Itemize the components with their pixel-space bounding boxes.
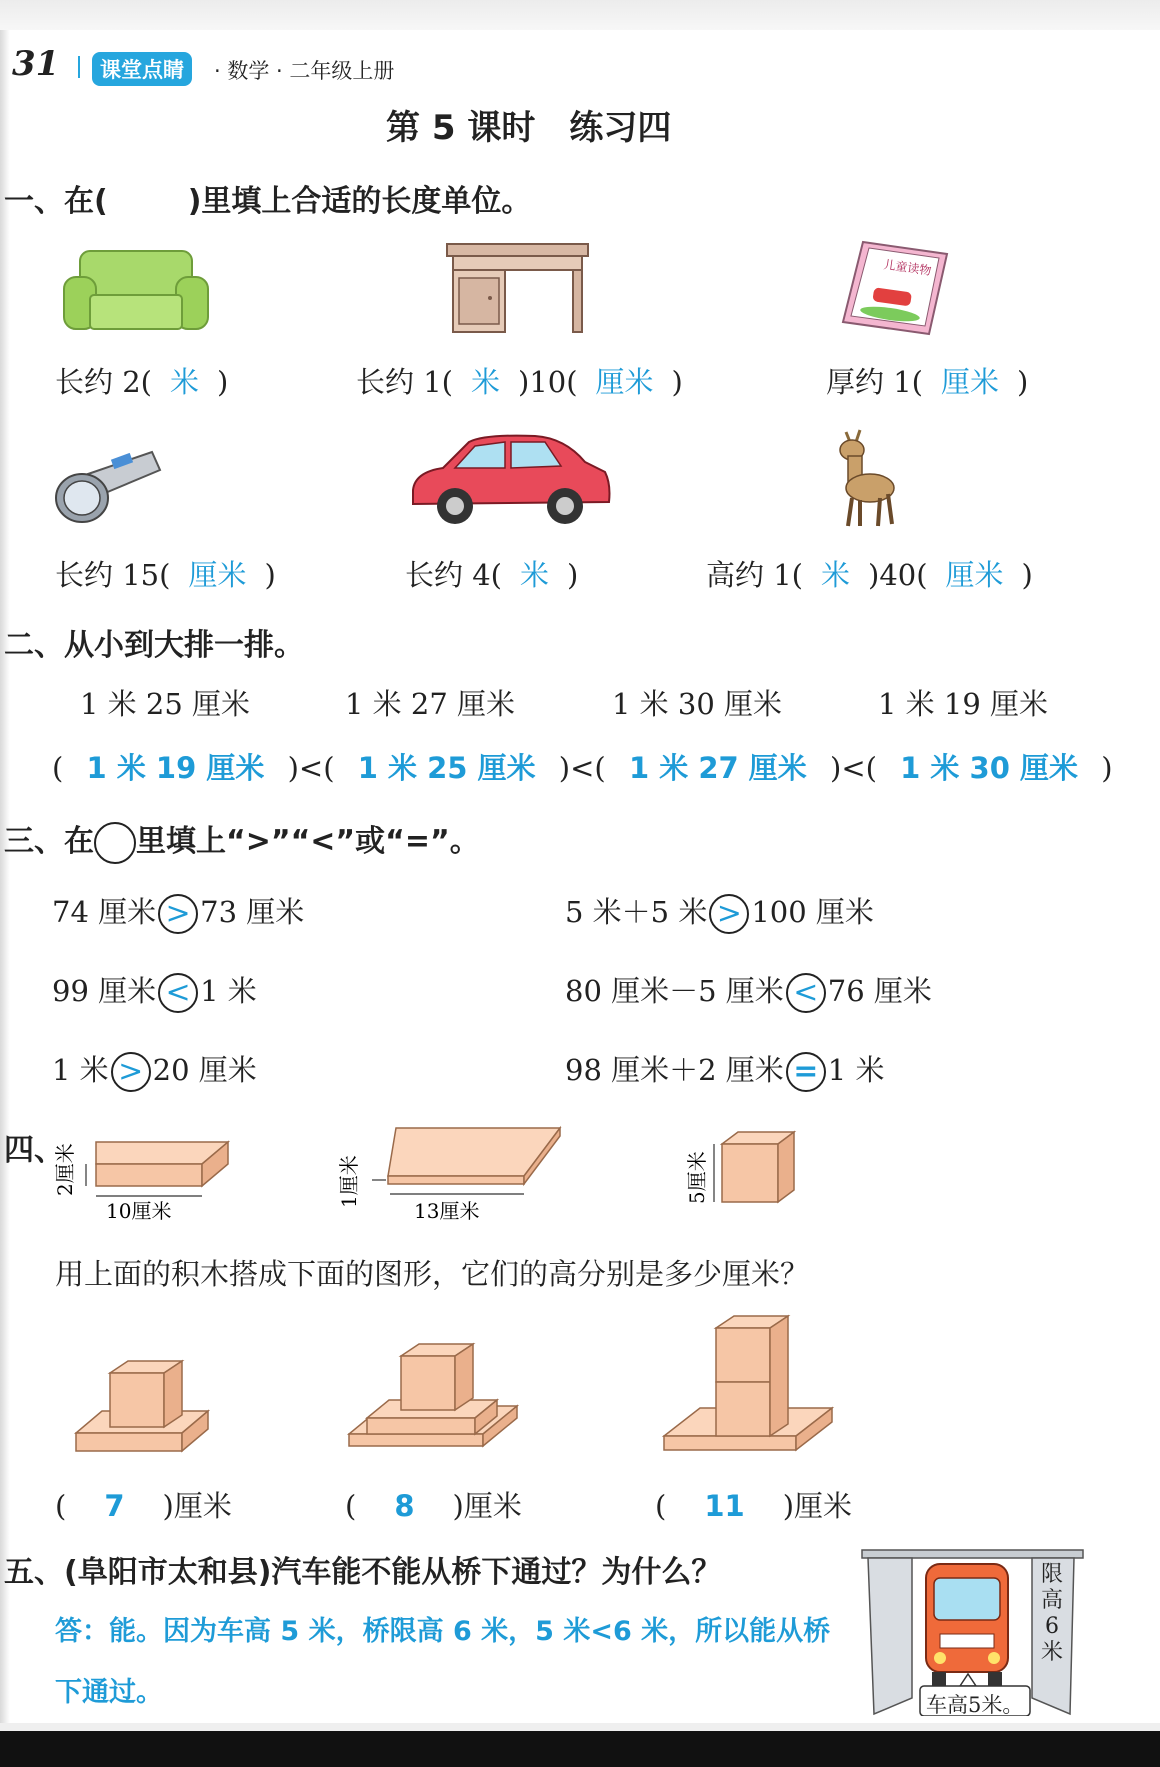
- s1-item-5: 长约 4( 米 ): [405, 558, 579, 592]
- stack-2-diagram: [345, 1338, 521, 1456]
- section1-heading: 一、在( )里填上合适的长度单位。: [4, 184, 532, 219]
- stack-1-diagram: [72, 1355, 212, 1455]
- s1-item-6: 高约 1( 米 )40( 厘米 ): [706, 558, 1033, 592]
- s4-answer-1: ( 7 )厘米: [55, 1489, 232, 1523]
- b1-width-label: 10厘米: [106, 1199, 172, 1220]
- header-subtitle: · 数学 · 二年级上册: [214, 59, 395, 83]
- s2-value-3: 1 米 30 厘米: [612, 687, 783, 721]
- s2-value-2: 1 米 27 厘米: [345, 687, 516, 721]
- flashlight-icon: [52, 448, 162, 528]
- header-badge: 课堂点睛: [92, 52, 192, 86]
- section5-heading: 五、(阜阳市太和县)汽车能不能从桥下通过？为什么？: [4, 1555, 722, 1590]
- sofa-icon: [58, 243, 213, 338]
- header-divider: [78, 56, 80, 78]
- desk-icon: [445, 240, 590, 338]
- s3-row-1: 74 厘米 > 73 厘米: [52, 890, 304, 934]
- car-icon: [405, 432, 615, 528]
- b3-height-label: 5厘米: [685, 1151, 709, 1204]
- stack-3-diagram: [660, 1312, 836, 1458]
- block-3-diagram: [678, 1128, 798, 1220]
- deer-icon: [830, 428, 900, 530]
- section2-heading: 二、从小到大排一排。: [4, 628, 304, 663]
- s3-row-5: 1 米 > 20 厘米: [52, 1048, 257, 1092]
- s2-value-4: 1 米 19 厘米: [878, 687, 1049, 721]
- s3-row-2: 5 米＋5 米 > 100 厘米: [565, 890, 874, 934]
- s4-answer-3: ( 11 )厘米: [655, 1489, 853, 1523]
- block-2-diagram: [332, 1124, 570, 1220]
- b1-height-label: 2厘米: [53, 1143, 77, 1196]
- s2-answer-row: ( 1 米 19 厘米 )<( 1 米 25 厘米 )<( 1 米 27 厘米 )<( 1 米 30 厘米 ): [52, 751, 1113, 785]
- b2-width-label: 13厘米: [414, 1199, 480, 1220]
- s1-item-3: 厚约 1( 厘米 ): [826, 365, 1029, 399]
- bridge-illustration: [860, 1548, 1085, 1716]
- section3-heading: 三、在 里填上“>”“<”或“=”。: [4, 816, 480, 864]
- page-bottom-bar: [0, 1731, 1160, 1767]
- page-title: 第 5 课时 练习四: [386, 108, 672, 148]
- car-height-bubble: 车高5米。: [926, 1693, 1024, 1717]
- s1-item-4: 长约 15( 厘米 ): [55, 558, 276, 592]
- s3-row-3: 99 厘米 < 1 米: [52, 969, 257, 1013]
- s4-question: 用上面的积木搭成下面的图形，它们的高分别是多少厘米？: [55, 1257, 810, 1291]
- page-left-shadow: [0, 30, 10, 1730]
- block-1-diagram: [52, 1128, 237, 1220]
- page-top-edge: [0, 0, 1160, 30]
- s5-answer-line1: 答：能。因为车高 5 米，桥限高 6 米，5 米<6 米，所以能从桥: [55, 1616, 831, 1647]
- page-bottom-line: [0, 1723, 1160, 1731]
- s5-answer-line2: 下通过。: [55, 1677, 163, 1708]
- book-label: 儿童读物: [882, 257, 933, 278]
- s4-answer-2: ( 8 )厘米: [345, 1489, 522, 1523]
- s1-item-2: 长约 1( 米 )10( 厘米 ): [356, 365, 683, 399]
- book-icon: [835, 240, 950, 338]
- b2-height-label: 1厘米: [337, 1155, 361, 1208]
- page-number: 31: [12, 44, 60, 84]
- s3-row-6: 98 厘米＋2 厘米 = 1 米: [565, 1048, 884, 1092]
- section4-heading: 四、: [4, 1133, 64, 1168]
- height-limit-sign: 限 高 6 米: [1040, 1562, 1063, 1665]
- blank-circle-icon: [94, 822, 136, 864]
- s3-row-4: 80 厘米－5 厘米 < 76 厘米: [565, 969, 932, 1013]
- s2-value-1: 1 米 25 厘米: [80, 687, 251, 721]
- s1-item-1: 长约 2( 米 ): [55, 365, 229, 399]
